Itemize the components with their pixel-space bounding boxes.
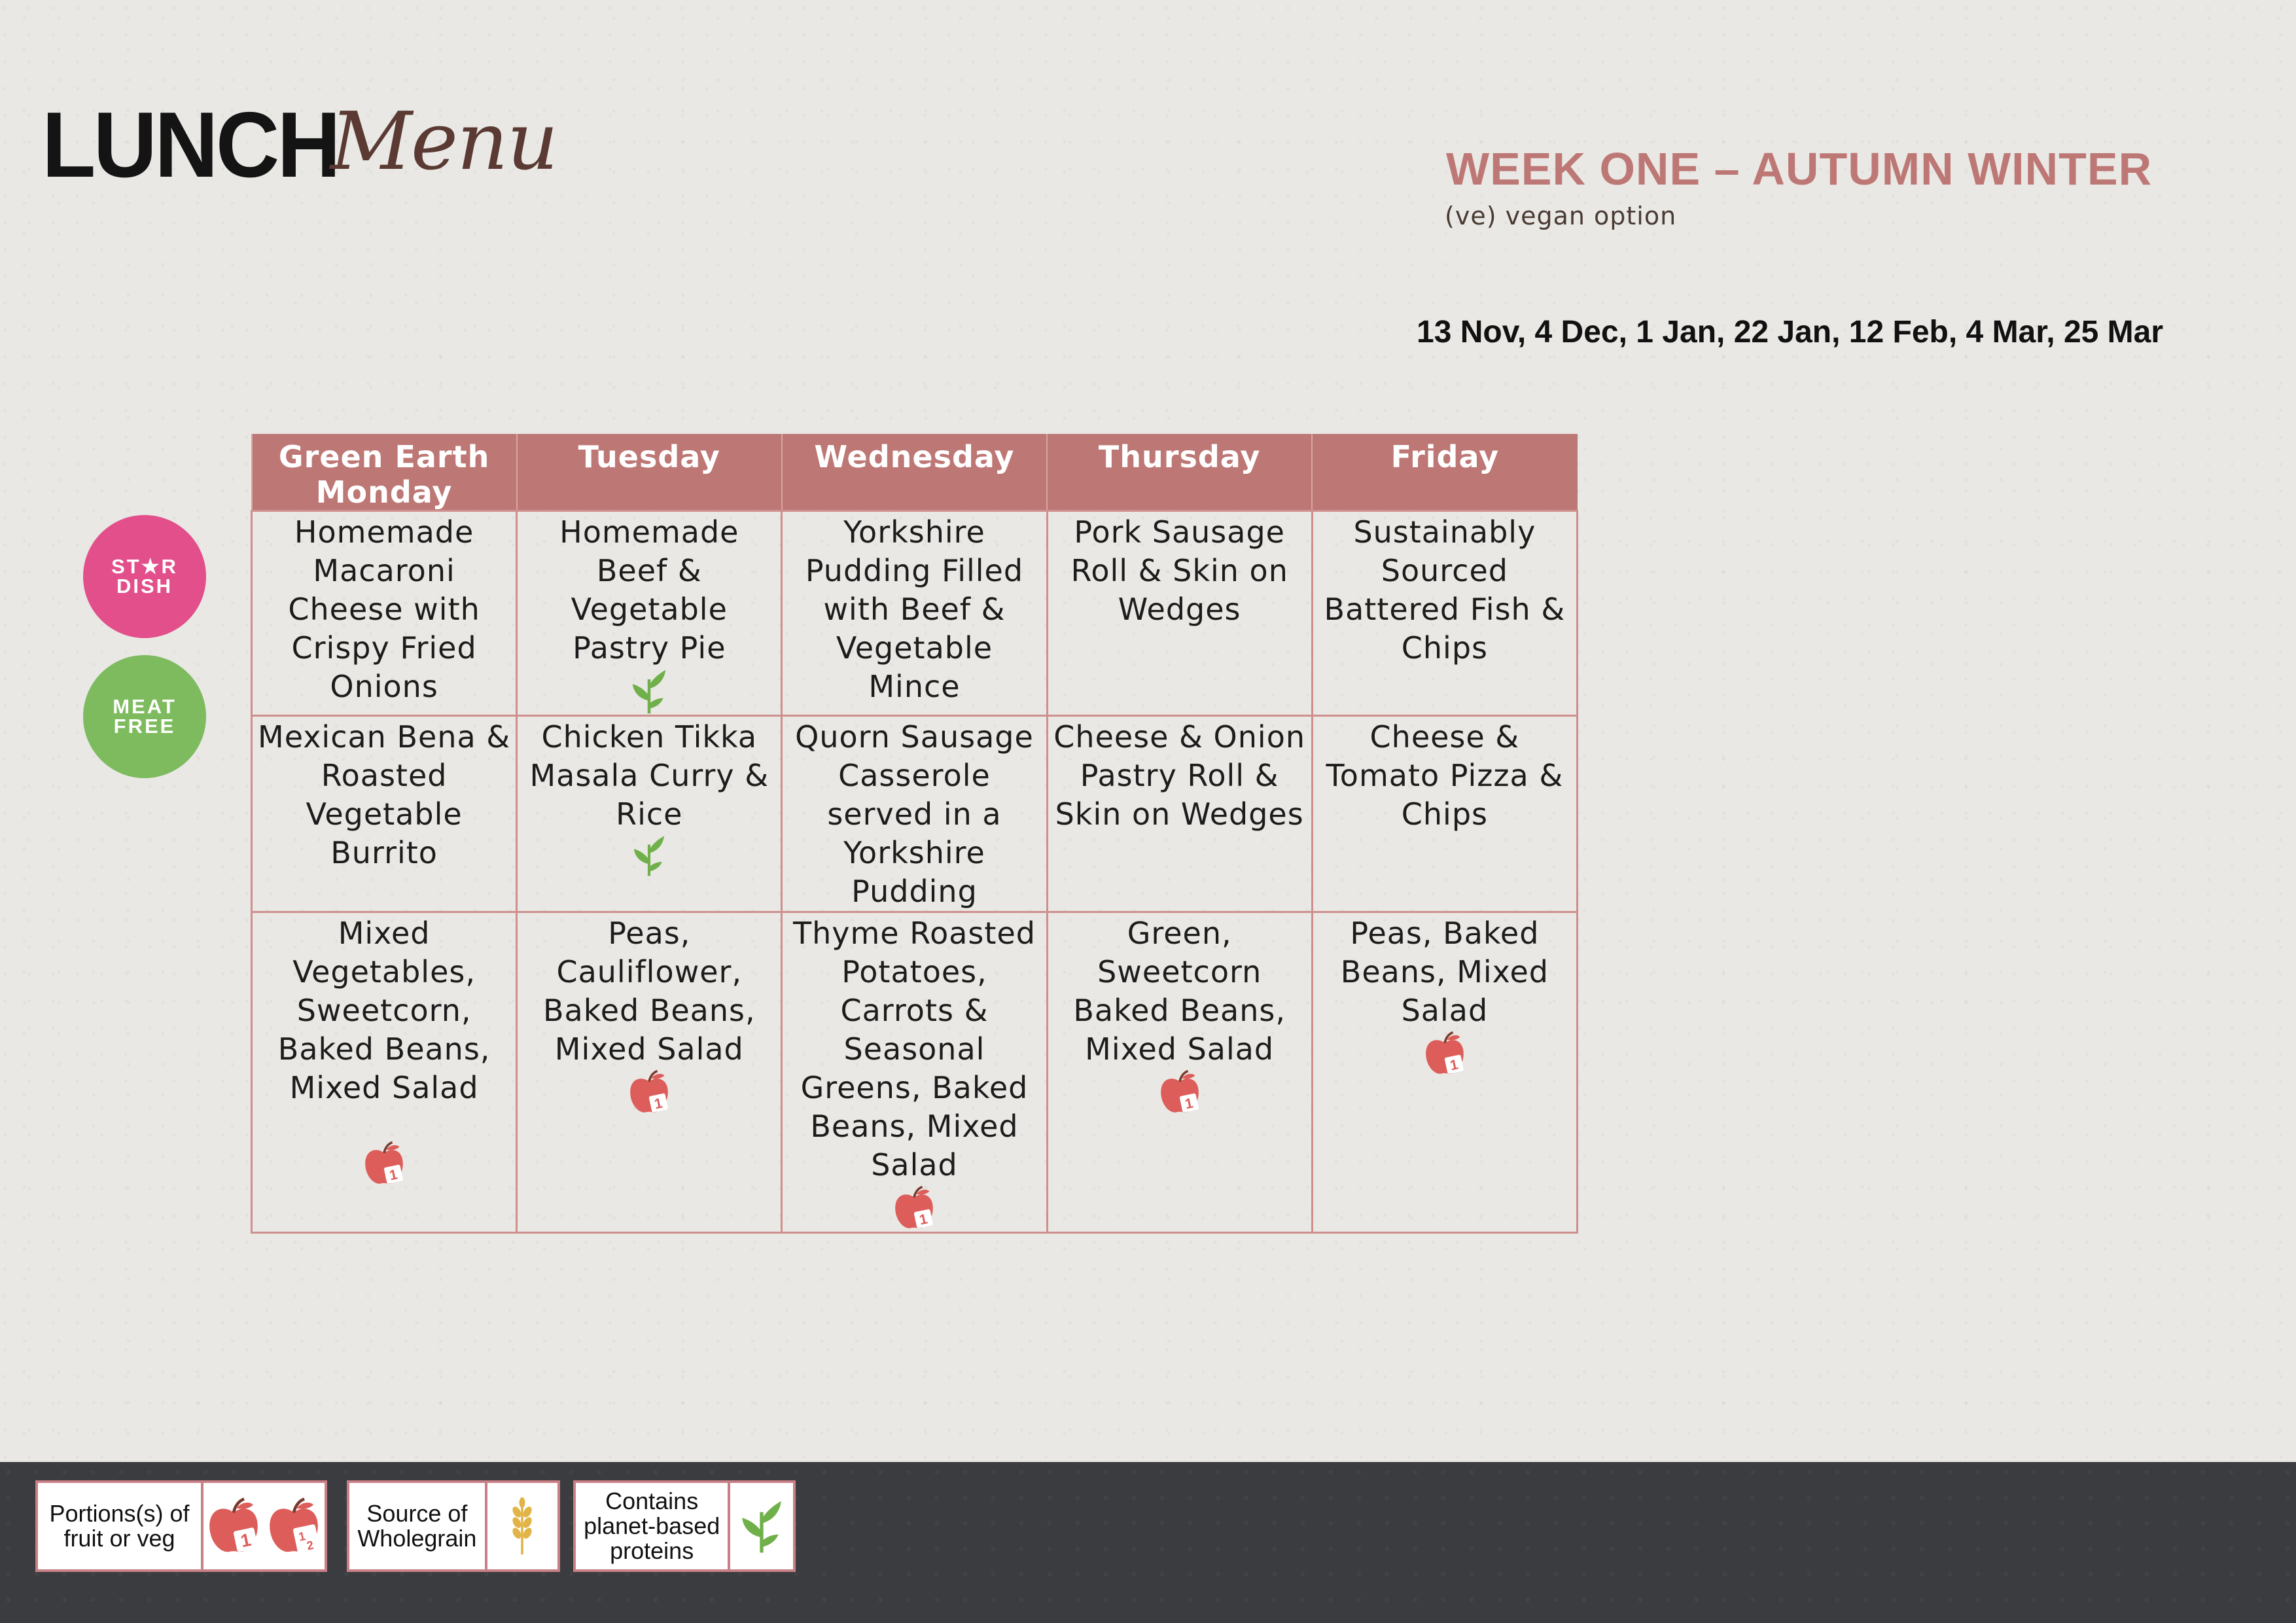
legend-fruit-veg <box>35 1480 327 1572</box>
day-header-monday: Green Earth Monday <box>252 434 517 511</box>
footer-band <box>0 1462 2296 1623</box>
dish-text: Homemade Beef & Vegetable Pastry Pie <box>559 514 739 666</box>
meat-free-line2: FREE <box>113 715 176 738</box>
day-header-thursday: Thursday <box>1047 434 1312 511</box>
dish-text: Quorn Sausage Casserole served in a Yorkshire Pudding <box>795 719 1034 909</box>
menu-cell <box>1047 912 1312 1233</box>
menu-cell <box>782 912 1047 1233</box>
menu-cell <box>782 716 1047 912</box>
planet-protein-icon <box>629 834 669 877</box>
dish-text: Peas, Cauliflower, Baked Beans, Mixed Salad <box>542 916 756 1067</box>
dish-text: Peas, Baked Beans, Mixed Salad <box>1340 916 1549 1028</box>
menu-cell <box>1047 716 1312 912</box>
apple-portion-one-icon <box>203 1496 264 1556</box>
star-dish-badge <box>83 515 206 638</box>
fruit-veg-icon <box>1156 1069 1203 1116</box>
dish-text: Mexican Bena & Roasted Vegetable Burrito <box>258 719 511 870</box>
dish-text: Green, Sweetcorn Baked Beans, Mixed Salad <box>1073 916 1286 1067</box>
menu-cell <box>1312 511 1577 716</box>
dish-text: Thyme Roasted Potatoes, Carrots & Seasonal Greens, Baked Beans, Mixed Salad <box>793 916 1036 1183</box>
menu-cell <box>1312 716 1577 912</box>
menu-cell <box>517 511 782 716</box>
menu-cell <box>252 716 517 912</box>
lunch-title: LUNCH <box>42 93 339 197</box>
legend-wholegrain-label: Source of Wholegrain <box>357 1500 477 1552</box>
menu-cell <box>1312 912 1577 1233</box>
apple-portion-half-icon <box>264 1496 324 1556</box>
legend-planet-protein <box>573 1480 796 1572</box>
star-dish-line1: ST★R <box>111 555 178 578</box>
legend-wholegrain-icon-box <box>485 1483 557 1569</box>
day-header-friday: Friday <box>1312 434 1577 511</box>
meat-free-row <box>252 716 1578 912</box>
dish-text: Homemade Macaroni Cheese with Crispy Fried Onions <box>288 514 480 704</box>
wheat-icon <box>504 1493 540 1559</box>
dish-text: Yorkshire Pudding Filled with Beef & Vegetable Mince <box>805 514 1024 704</box>
vegan-note: (ve) vegan option <box>1445 202 1677 230</box>
menu-dates: 13 Nov, 4 Dec, 1 Jan, 22 Jan, 12 Feb, 4 Mar, 25 Mar <box>1417 315 2164 349</box>
meat-free-line1: MEAT <box>113 695 177 718</box>
dish-text: Sustainably Sourced Battered Fish & Chips <box>1324 514 1566 666</box>
planet-protein-icon <box>629 668 669 715</box>
legend-planet-protein-icon-box <box>728 1483 793 1569</box>
menu-cell <box>517 912 782 1233</box>
fruit-veg-icon <box>1421 1030 1468 1077</box>
dish-text: Pork Sausage Roll & Skin on Wedges <box>1070 514 1288 627</box>
dish-text: Chicken Tikka Masala Curry & Rice <box>529 719 769 832</box>
menu-script-title: Menu <box>330 95 557 188</box>
star-dish-row <box>252 511 1578 716</box>
legend-fruit-veg-icons <box>201 1483 325 1569</box>
legend-planet-protein-label: Contains planet-based proteins <box>584 1488 720 1564</box>
week-title: WEEK ONE – AUTUMN WINTER <box>1446 143 2153 194</box>
fruit-veg-icon <box>891 1185 938 1232</box>
dish-text: Cheese & Tomato Pizza & Chips <box>1326 719 1564 832</box>
leaf-icon <box>741 1493 783 1559</box>
meat-free-badge <box>83 655 206 778</box>
day-header-row <box>252 434 1578 511</box>
sides-row <box>252 912 1578 1233</box>
day-header-tuesday: Tuesday <box>517 434 782 511</box>
star-dish-line2: DISH <box>116 575 173 597</box>
legend-wholegrain <box>347 1480 560 1572</box>
fruit-veg-icon <box>361 1140 408 1187</box>
menu-cell <box>252 511 517 716</box>
fruit-veg-icon <box>626 1069 673 1116</box>
menu-cell <box>252 912 517 1233</box>
day-header-wednesday: Wednesday <box>782 434 1047 511</box>
legend-fruit-veg-label: Portions(s) of fruit or veg <box>49 1500 190 1552</box>
menu-cell <box>517 716 782 912</box>
dish-text: Cheese & Onion Pastry Roll & Skin on Wedges <box>1053 719 1305 832</box>
dish-text: Mixed Vegetables, Sweetcorn, Baked Beans, Mixed Salad <box>277 916 491 1105</box>
menu-cell <box>1047 511 1312 716</box>
menu-cell <box>782 511 1047 716</box>
menu-table <box>251 434 1578 1234</box>
